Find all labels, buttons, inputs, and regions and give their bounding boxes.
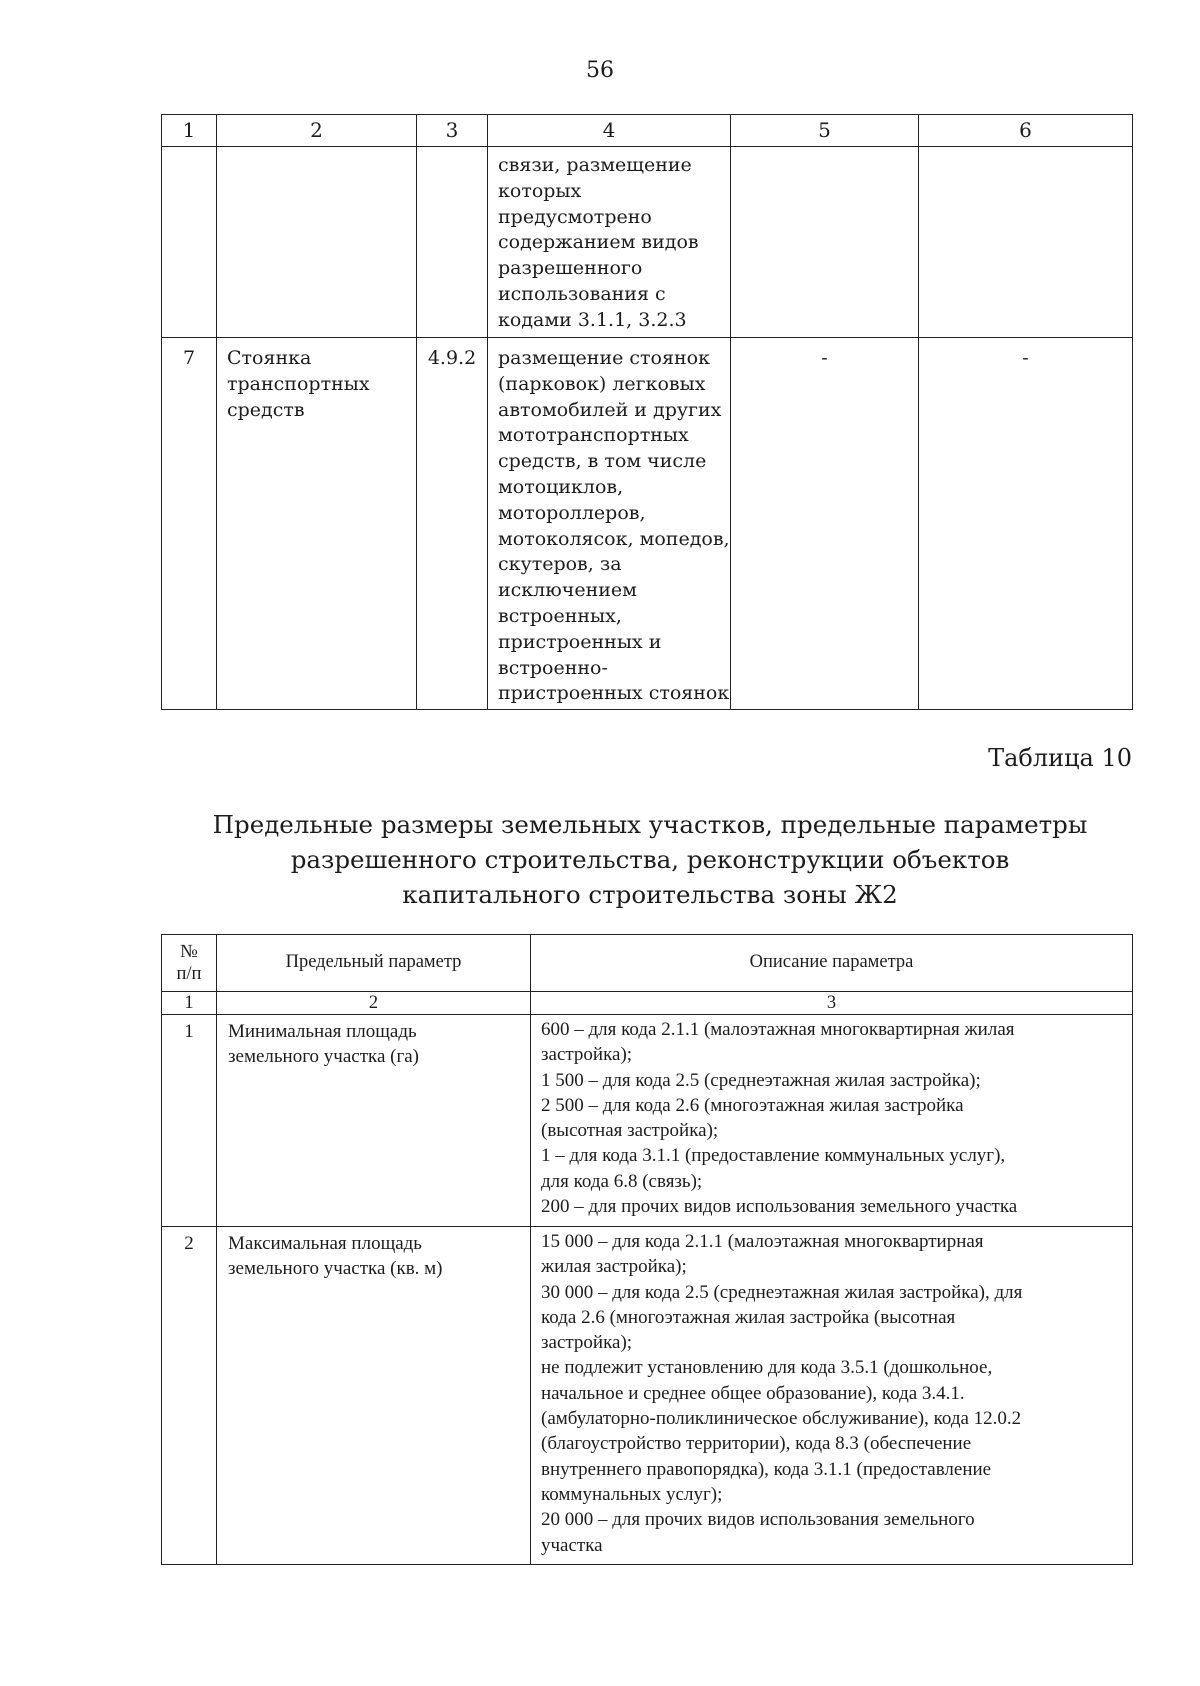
text-line: встроенных,	[498, 604, 622, 627]
col5-value: -	[731, 338, 919, 710]
header-number	[162, 935, 217, 992]
text-line: 15 000 – для кода 2.1.1 (малоэтажная многоквартирная	[541, 1231, 984, 1252]
text-line: скутеров, за	[498, 553, 622, 576]
empty-cell	[417, 147, 488, 338]
table-header-row	[162, 115, 1133, 147]
page-number: 56	[586, 58, 614, 83]
table-caption: Таблица 10	[988, 744, 1132, 772]
text-line: мототранспортных	[498, 424, 689, 447]
column-number-row	[162, 992, 1133, 1015]
row-number: 7	[162, 338, 217, 710]
description-cell	[531, 1227, 1133, 1565]
header-col-4: 4	[488, 115, 731, 147]
parameter-cell	[217, 1227, 531, 1565]
table-row-7	[162, 338, 1133, 710]
empty-cell	[919, 147, 1133, 338]
text-line: кода 2.6 (многоэтажная жилая застройка (высотная	[541, 1306, 956, 1328]
text-line: содержанием видов	[498, 231, 699, 254]
text-line: Минимальная площадь	[228, 1021, 417, 1042]
header-col-1: 1	[162, 115, 217, 147]
text-line: использования с	[498, 282, 666, 305]
text-line: транспортных	[227, 372, 370, 395]
text-line: 30 000 – для кода 2.5 (среднеэтажная жилая застройка), для	[541, 1281, 1023, 1303]
header-description: Описание параметра	[531, 935, 1133, 992]
text-line: разрешенного	[498, 257, 643, 280]
text-line: начальное и среднее общее образование), кода 3.4.1.	[541, 1382, 965, 1404]
description-cell	[531, 1015, 1133, 1227]
text-line: (высотная застройка);	[541, 1120, 719, 1142]
empty-cell	[731, 147, 919, 338]
text-line: участка	[541, 1534, 603, 1556]
header-col-3: 3	[417, 115, 488, 147]
usage-description-cell	[488, 147, 731, 338]
header-number-abbr: п/п	[176, 964, 202, 984]
text-line: (парковок) легковых	[498, 372, 706, 395]
text-line: не подлежит установлению для кода 3.5.1 (дошкольное,	[541, 1357, 993, 1379]
text-line: автомобилей и других	[498, 398, 722, 421]
text-line: средств	[227, 398, 305, 421]
text-line: 20 000 – для прочих видов использования земельного	[541, 1509, 975, 1531]
text-line: 1 500 – для кода 2.5 (среднеэтажная жилая застройка);	[541, 1069, 981, 1091]
text-line: пристроенных стоянок	[498, 682, 730, 705]
title-line: разрешенного строительства, реконструкции объектов	[290, 845, 1010, 874]
text-line: предусмотрено	[498, 205, 652, 228]
text-line: которых	[498, 179, 582, 202]
text-line: внутреннего правопорядка), кода 3.1.1 (предоставление	[541, 1458, 992, 1480]
text-line: земельного участка (га)	[228, 1046, 420, 1068]
text-line: 1 – для кода 3.1.1 (предоставление коммунальных услуг),	[541, 1145, 1006, 1167]
text-line: мотороллеров,	[498, 501, 646, 524]
table-title	[170, 807, 1130, 912]
header-col-6: 6	[919, 115, 1133, 147]
table-row	[162, 1015, 1133, 1227]
column-number: 2	[217, 992, 531, 1015]
text-line: коммунальных услуг);	[541, 1483, 723, 1505]
usage-name-cell	[217, 338, 417, 710]
table-row	[162, 1227, 1133, 1565]
usage-description-cell	[488, 338, 731, 710]
header-col-5: 5	[731, 115, 919, 147]
title-line: капитального строительства зоны Ж2	[402, 880, 898, 909]
column-number: 1	[162, 992, 217, 1015]
empty-cell	[217, 147, 417, 338]
text-line: Стоянка	[227, 347, 312, 369]
text-line: 200 – для прочих видов использования земельного участка	[541, 1196, 1018, 1218]
text-line: исключением	[498, 579, 637, 602]
text-line: Максимальная площадь	[228, 1233, 422, 1254]
text-line: 600 – для кода 2.1.1 (малоэтажная многоквартирная жилая	[541, 1019, 1015, 1040]
header-col-2: 2	[217, 115, 417, 147]
empty-cell	[162, 147, 217, 338]
text-line: (благоустройство территории), кода 8.3 (обеспечение	[541, 1433, 972, 1455]
table-header-row	[162, 935, 1133, 992]
text-line: мотоколясок, мопедов,	[498, 527, 730, 550]
text-line: застройка);	[541, 1332, 633, 1354]
text-line: размещение стоянок	[498, 347, 710, 369]
parameter-cell	[217, 1015, 531, 1227]
text-line: встроенно-	[498, 656, 608, 679]
column-number: 3	[531, 992, 1133, 1015]
text-line: земельного участка (кв. м)	[228, 1258, 443, 1280]
row-number: 2	[162, 1227, 217, 1565]
limit-parameters-table	[161, 934, 1133, 1565]
text-line: для кода 6.8 (связь);	[541, 1170, 703, 1192]
text-line: мотоциклов,	[498, 475, 624, 498]
table-row-continued	[162, 147, 1133, 338]
text-line: застройка);	[541, 1044, 633, 1066]
text-line: средств, в том числе	[498, 450, 707, 473]
text-line: (амбулаторно-поликлиническое обслуживание), кода 12.0.2	[541, 1408, 1022, 1430]
col6-value: -	[919, 338, 1133, 710]
header-number-symbol: №	[180, 942, 198, 962]
text-line: связи, размещение	[498, 154, 692, 176]
text-line: 2 500 – для кода 2.6 (многоэтажная жилая застройка	[541, 1094, 964, 1116]
text-line: жилая застройка);	[541, 1256, 687, 1278]
title-line: Предельные размеры земельных участков, предельные параметры	[212, 810, 1088, 839]
text-line: кодами 3.1.1, 3.2.3	[498, 308, 687, 331]
header-parameter: Предельный параметр	[217, 935, 531, 992]
usage-code-cell: 4.9.2	[417, 338, 488, 710]
zone-usage-table-continuation	[161, 114, 1133, 710]
text-line: пристроенных и	[498, 630, 662, 653]
row-number: 1	[162, 1015, 217, 1227]
